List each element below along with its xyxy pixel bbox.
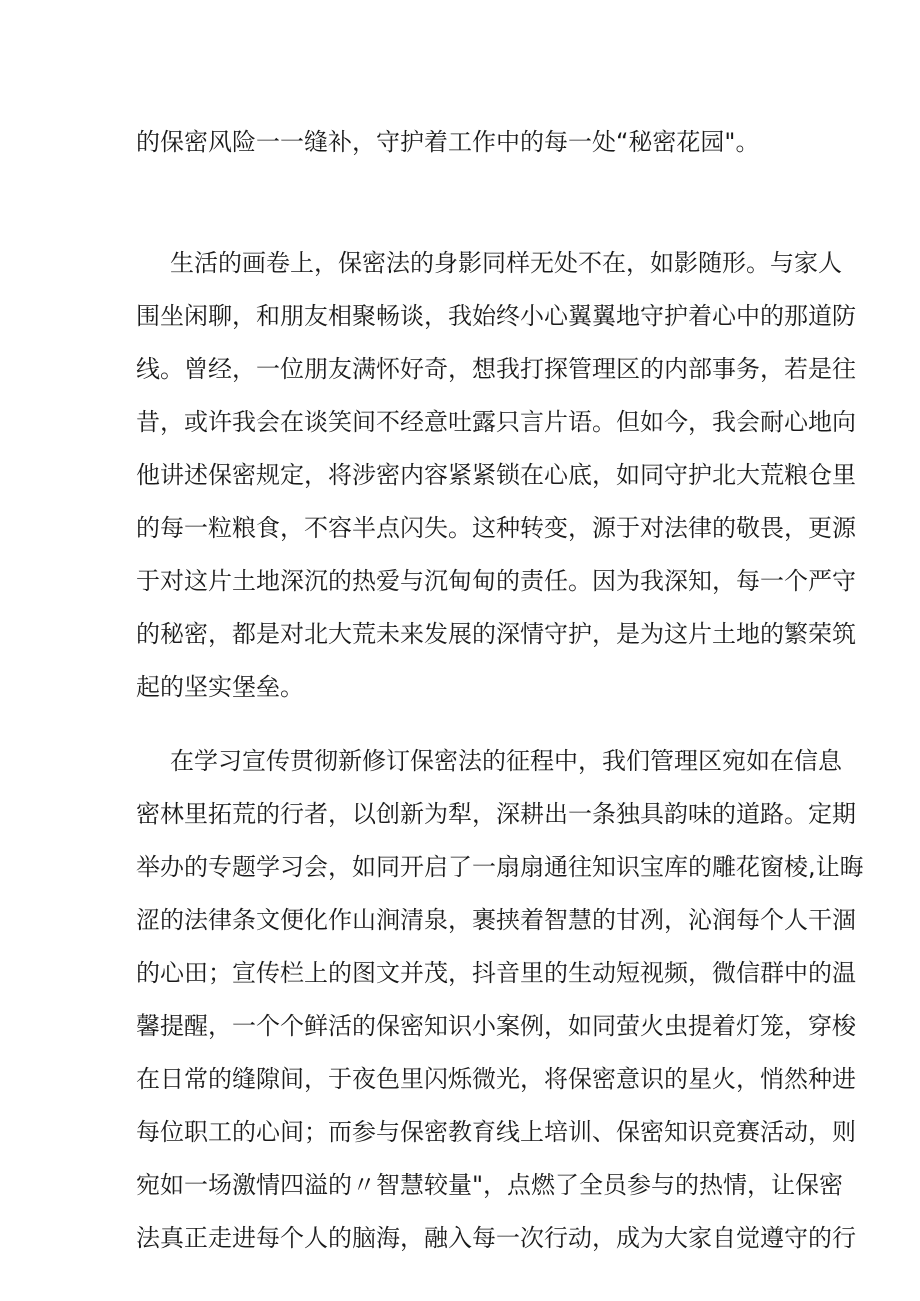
paragraph-2-line-8: 的秘密，都是对北大荒未来发展的深情守护，是为这片土地的繁荣筑 [136, 620, 856, 648]
paragraph-3-line-4: 涩的法律条文便化作山涧清泉，裹挟着智慧的甘冽，沁润每个人干涸 [136, 906, 856, 934]
paragraph-2-line-2: 围坐闲聊，和朋友相聚畅谈，我始终小心翼翼地守护着心中的那道防 [136, 302, 856, 330]
paragraph-3-line-1: 在学习宣传贯彻新修订保密法的征程中，我们管理区宛如在信息 [170, 747, 842, 775]
paragraph-3-line-6: 馨提醒，一个个鲜活的保密知识小案例，如同萤火虫提着灯笼，穿梭 [136, 1012, 856, 1040]
paragraph-3-line-9: 宛如一场激情四溢的〃智慧较量"，点燃了全员参与的热情，让保密 [136, 1171, 844, 1199]
paragraph-3-line-8: 每位职工的心间；而参与保密教育线上培训、保密知识竞赛活动，则 [136, 1118, 856, 1146]
paragraph-2-line-3: 线。曾经，一位朋友满怀好奇，想我打探管理区的内部事务，若是往 [136, 355, 856, 383]
paragraph-2-line-6: 的每一粒粮食，不容半点闪失。这种转变，源于对法律的敬畏，更源 [136, 514, 856, 542]
paragraph-2-line-4: 昔，或许我会在谈笑间不经意吐露只言片语。但如今，我会耐心地向 [136, 408, 856, 436]
paragraph-1-line-1: 的保密风险一一缝补，守护着工作中的每一处“秘密花园"。 [136, 128, 760, 156]
paragraph-2-line-5: 他讲述保密规定，将涉密内容紧紧锁在心底，如同守护北大荒粮仓里 [136, 461, 856, 489]
paragraph-3-line-5: 的心田；宣传栏上的图文并茂，抖音里的生动短视频，微信群中的温 [136, 959, 856, 987]
paragraph-3-line-2: 密林里拓荒的行者，以创新为犁，深耕出一条独具韵味的道路。定期 [136, 800, 856, 828]
paragraph-2-line-1: 生活的画卷上，保密法的身影同样无处不在，如影随形。与家人 [170, 249, 842, 277]
paragraph-3-line-7: 在日常的缝隙间，于夜色里闪烁微光，将保密意识的星火，悄然种进 [136, 1065, 856, 1093]
paragraph-2-line-7: 于对这片土地深沉的热爱与沉甸甸的责任。因为我深知，每一个严守 [136, 567, 856, 595]
paragraph-3-line-3: 举办的专题学习会，如同开启了一扇扇通往知识宝库的雕花窗棱,让晦 [136, 853, 864, 881]
paragraph-3-line-10: 法真正走进每个人的脑海，融入每一次行动，成为大家自觉遵守的行 [136, 1224, 856, 1252]
paragraph-2-line-9: 起的坚实堡垒。 [136, 673, 304, 701]
